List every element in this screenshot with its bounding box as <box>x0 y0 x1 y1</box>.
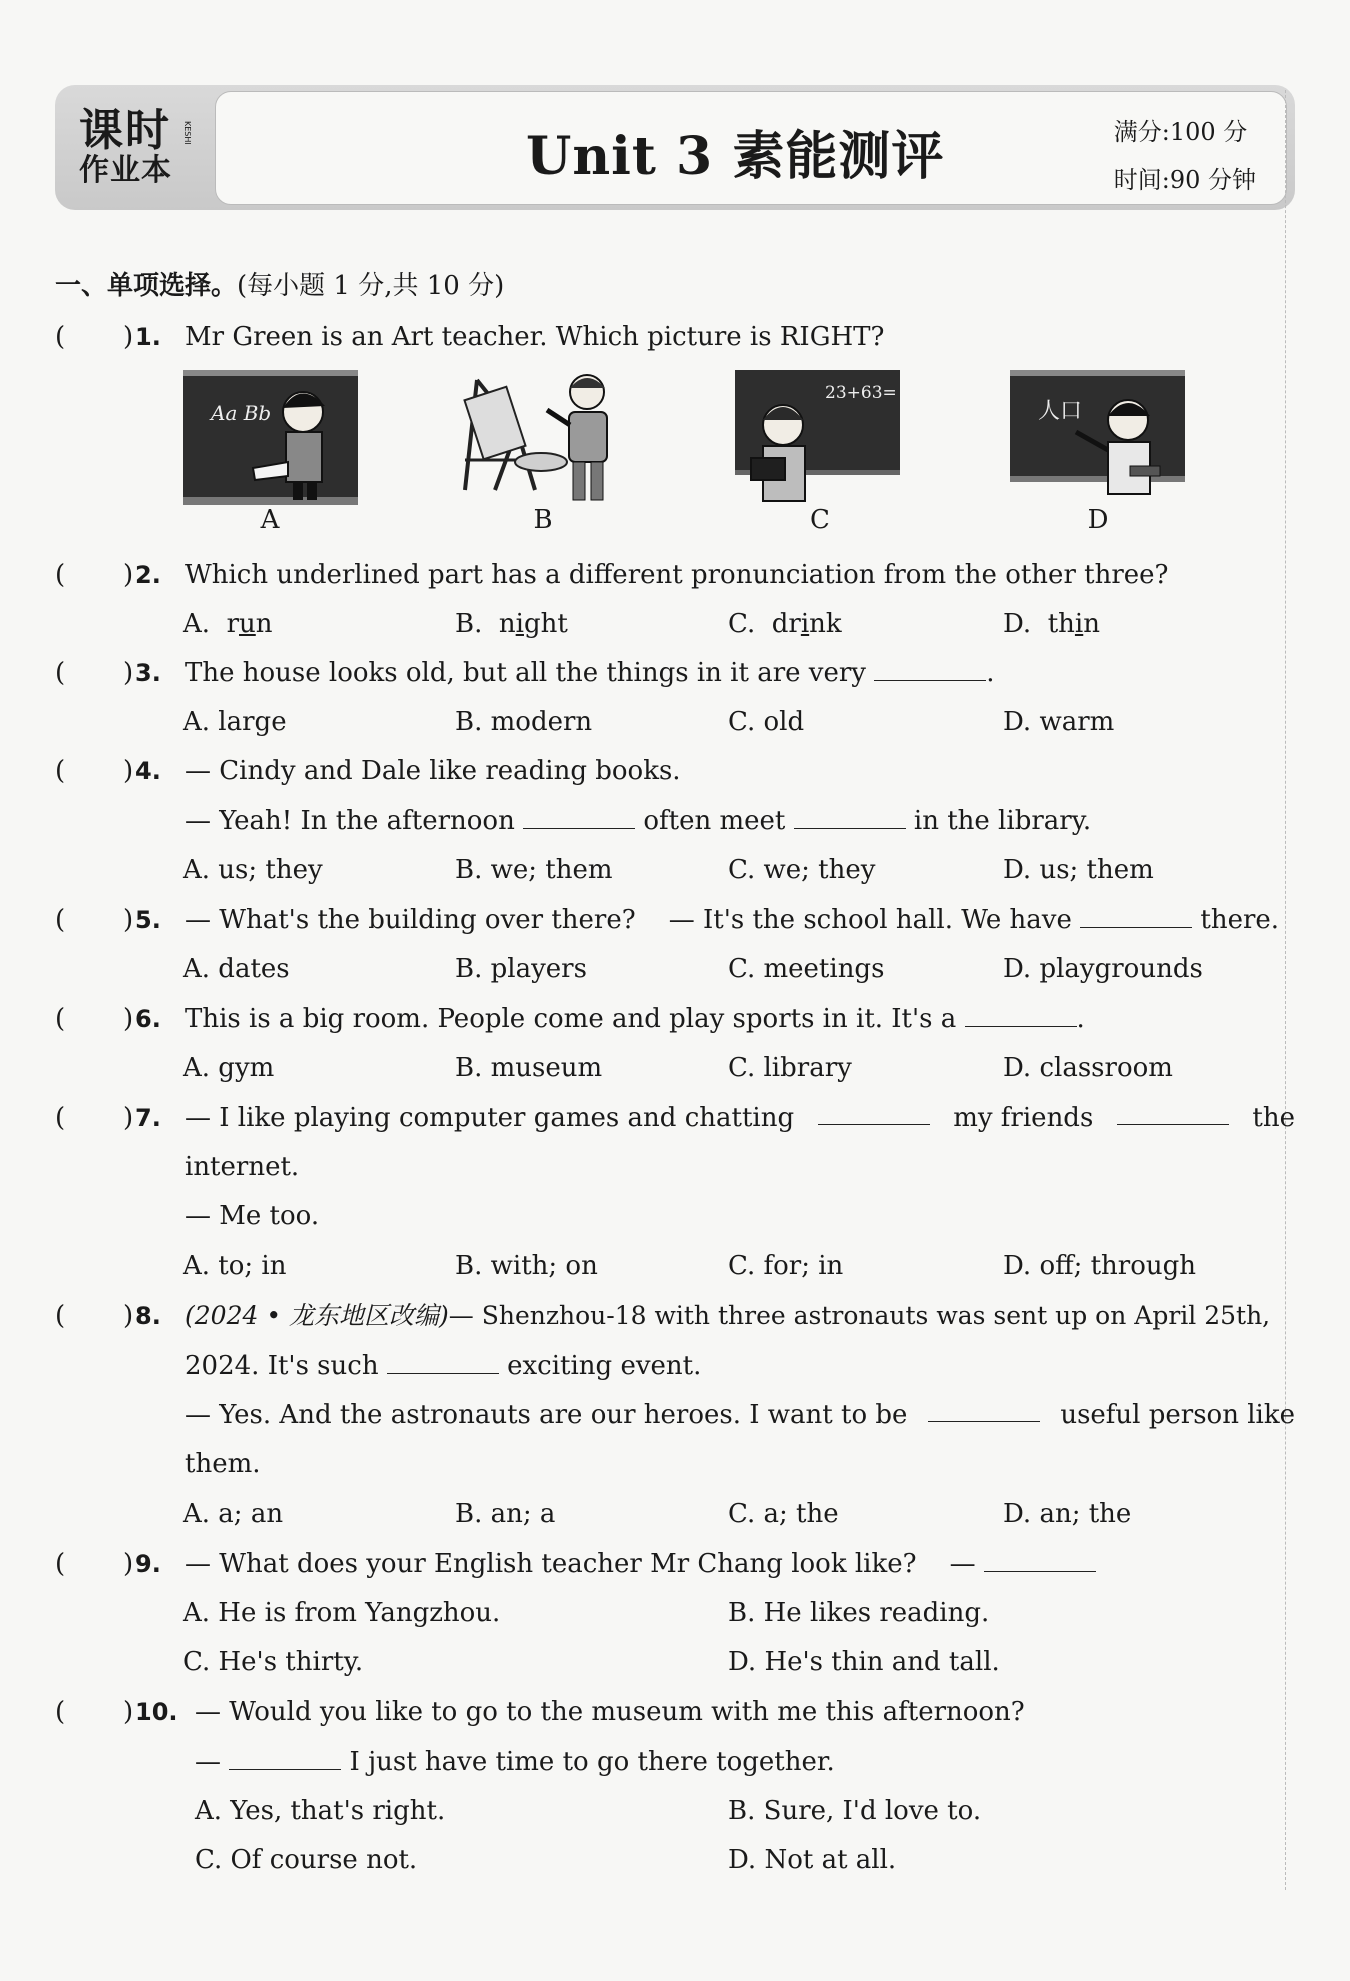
picture-c[interactable] <box>735 370 910 505</box>
option-d[interactable]: D. Not at all. <box>728 1845 897 1875</box>
picture-label-a: A <box>260 505 280 535</box>
header-banner <box>55 85 1295 210</box>
option-d[interactable]: D. thin <box>1003 609 1100 639</box>
option-b[interactable]: B. museum <box>455 1053 603 1083</box>
question-stem: The house looks old, but all the things in it are very . <box>185 653 1295 693</box>
option-d[interactable]: D. an; the <box>1003 1499 1132 1529</box>
picture-b[interactable] <box>455 370 630 505</box>
logo-line1: 课时 <box>79 104 171 156</box>
section-note: (每小题 1 分,共 10 分) <box>237 271 505 301</box>
answer-bracket[interactable]: ( ) <box>55 1697 134 1727</box>
question-number: 1. <box>135 323 161 351</box>
answer-blank[interactable] <box>1117 1098 1229 1125</box>
question-stem: This is a big room. People come and play sports in it. It's a . <box>185 999 1295 1039</box>
option-b[interactable]: B. night <box>455 609 568 639</box>
time-limit: 时间:90 分钟 <box>1113 166 1256 194</box>
option-c[interactable]: C. for; in <box>728 1251 844 1281</box>
option-a[interactable]: A. run <box>183 609 273 639</box>
exam-page: 课时 作业本 KESHI Unit 3 素能测评 满分:100 分 时间:90 分钟 一、单项选择。(每小题 1 分,共 10 分) ( ) 1. Mr Green is an Art teacher. Which picture is RIGHT? Aa Bb A B 23+63= C 人口 D ( ) 2. Which underlined part has a different pronunciation from the other three? A. run B. night C. drink D. thin ( ) 3. The house looks old, but all the things in it are very . A. large B. modern C. old D. warm ( ) 4. — Cindy and Dale like reading books. — Yeah! In the afternoon often meet in the library. A. us; they B. we; them C. we; they D. us; them ( ) 5. — What's the building over there? — It's the school hall. We have there. A. dates B. players C. meetings D. playgrounds ( ) 6. This is a big room. People come and play sports in it. It's a . A. gym B. museum C. library D. classroom ( ) 7. — I like playing computer games and chatting my friends the internet. — Me too. A. to; in B. with; on C. for; in D. off; through ( ) 8. (2024 • 龙东地区改编)— Shenzhou-18 with three astronauts was sent up on April 25th, 2024. It's such exciting event. — Yes. And the astronauts are our heroes. I want to be useful person like them. A. a; an B. an; a C. a; the D. an; the ( ) 9. — What does your English teacher Mr Chang look like? — A. He is from Yangzhou. B. He likes reading. C. He's thirty. D. He's thin and tall. ( ) 10. — Would you like to go to the museum with me this afternoon? — I just have time to go there together. A. Yes, that's right. B. Sure, I'd love to. C. Of course not. D. Not at all. <box>0 0 1350 1981</box>
answer-bracket[interactable]: ( ) <box>55 658 134 688</box>
section-title: 一、单项选择。 <box>55 271 238 301</box>
answer-bracket[interactable]: ( ) <box>55 1549 134 1579</box>
section-heading <box>55 265 504 302</box>
option-b[interactable]: B. He likes reading. <box>728 1598 990 1628</box>
logo-line2: 作业本 <box>79 152 172 188</box>
option-a[interactable]: A. gym <box>183 1053 275 1083</box>
question-number: 9. <box>135 1550 161 1578</box>
option-d[interactable]: D. warm <box>1003 707 1115 737</box>
picture-label-c: C <box>810 505 830 535</box>
logo-tag: KESHI <box>183 121 192 145</box>
option-c[interactable]: C. library <box>728 1053 852 1083</box>
board-text-d: 人口 <box>1038 399 1083 424</box>
question-number: 10. <box>135 1698 178 1726</box>
option-b[interactable]: B. players <box>455 954 587 984</box>
option-a[interactable]: A. us; they <box>183 855 323 885</box>
question-number: 2. <box>135 561 161 589</box>
answer-blank[interactable] <box>229 1743 341 1770</box>
answer-bracket[interactable]: ( ) <box>55 1103 134 1133</box>
picture-a[interactable] <box>183 370 358 505</box>
answer-bracket[interactable]: ( ) <box>55 756 134 786</box>
picture-label-b: B <box>533 505 553 535</box>
answer-blank[interactable] <box>928 1395 1040 1422</box>
picture-label-d: D <box>1087 505 1109 535</box>
answer-bracket[interactable]: ( ) <box>55 1004 134 1034</box>
question-number: 7. <box>135 1104 161 1132</box>
answer-blank[interactable] <box>387 1347 499 1374</box>
option-b[interactable]: B. we; them <box>455 855 613 885</box>
margin-line <box>1285 90 1286 1890</box>
exam-meta <box>1114 108 1256 204</box>
option-c[interactable]: C. He's thirty. <box>183 1647 364 1677</box>
option-a[interactable]: A. to; in <box>183 1251 287 1281</box>
question-stem: — Would you like to go to the museum with me this afternoon? <box>195 1697 1025 1727</box>
answer-blank[interactable] <box>523 802 635 829</box>
option-c[interactable]: C. Of course not. <box>195 1845 418 1875</box>
question-source: (2024 • 龙东地区改编) <box>185 1301 449 1330</box>
question-stem: — What's the building over there? — It's the school hall. We have there. <box>185 900 1295 940</box>
question-stem: Which underlined part has a different pronunciation from the other three? <box>185 560 1169 590</box>
option-c[interactable]: C. old <box>728 707 805 737</box>
option-a[interactable]: A. a; an <box>183 1499 284 1529</box>
option-b[interactable]: B. Sure, I'd love to. <box>728 1796 982 1826</box>
question-number: 3. <box>135 659 161 687</box>
option-d[interactable]: D. classroom <box>1003 1053 1173 1083</box>
answer-blank[interactable] <box>874 654 986 681</box>
question-stem: — Cindy and Dale like reading books. <box>185 756 681 786</box>
logo <box>55 85 205 210</box>
option-a[interactable]: A. large <box>183 707 287 737</box>
answer-blank[interactable] <box>965 1000 1077 1027</box>
answer-bracket[interactable]: ( ) <box>55 905 134 935</box>
answer-bracket[interactable]: ( ) <box>55 1301 134 1331</box>
option-d[interactable]: D. us; them <box>1003 855 1154 885</box>
option-c[interactable]: C. meetings <box>728 954 885 984</box>
board-text-a: Aa Bb <box>211 401 272 425</box>
option-b[interactable]: B. with; on <box>455 1251 598 1281</box>
option-d[interactable]: D. playgrounds <box>1003 954 1203 984</box>
question-number: 4. <box>135 757 161 785</box>
option-c[interactable]: C. drink <box>728 609 842 639</box>
question-stem: Mr Green is an Art teacher. Which picture is RIGHT? <box>185 322 885 352</box>
page-title: Unit 3 素能测评 <box>526 126 945 187</box>
option-c[interactable]: C. we; they <box>728 855 876 885</box>
question-stem: — I like playing computer games and chatting my friends the <box>185 1098 1295 1138</box>
answer-blank[interactable] <box>1080 901 1192 928</box>
full-score: 满分:100 分 <box>1113 118 1248 146</box>
question-stem: — What does your English teacher Mr Chang look like? — <box>185 1544 1295 1584</box>
question-number: 8. <box>135 1302 161 1330</box>
answer-bracket[interactable]: ( ) <box>55 560 134 590</box>
option-a[interactable]: A. He is from Yangzhou. <box>183 1598 501 1628</box>
option-a[interactable]: A. Yes, that's right. <box>195 1796 446 1826</box>
option-d[interactable]: D. off; through <box>1003 1251 1197 1281</box>
option-c[interactable]: C. a; the <box>728 1499 839 1529</box>
question-stem: (2024 • 龙东地区改编)— Shenzhou-18 with three astronauts was sent up on April 25th, <box>185 1301 1271 1330</box>
answer-blank[interactable] <box>794 802 906 829</box>
answer-blank[interactable] <box>818 1098 930 1125</box>
option-a[interactable]: A. dates <box>183 954 290 984</box>
question-number: 6. <box>135 1005 161 1033</box>
option-d[interactable]: D. He's thin and tall. <box>728 1647 1000 1677</box>
title-panel <box>215 91 1287 205</box>
option-b[interactable]: B. an; a <box>455 1499 556 1529</box>
picture-d[interactable] <box>1010 370 1185 505</box>
answer-bracket[interactable]: ( ) <box>55 322 134 352</box>
board-text-c: 23+63= <box>825 383 897 403</box>
option-b[interactable]: B. modern <box>455 707 593 737</box>
answer-blank[interactable] <box>984 1545 1096 1572</box>
question-number: 5. <box>135 906 161 934</box>
